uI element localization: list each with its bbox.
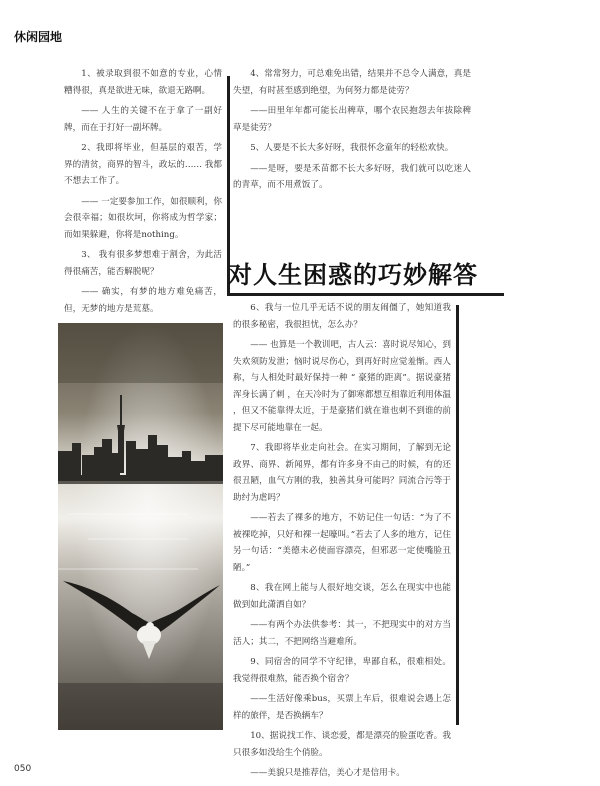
page-number: 050 <box>14 764 32 774</box>
title-underline <box>228 293 504 296</box>
paragraph: —— 一定要参加工作，如很顺利，你会很幸福；如很坎坷，你将成为哲学家；而如果躲避，你将是nothing。 <box>64 196 222 240</box>
paragraph: —— 确实，有梦的地方难免痛苦，但，无梦的地方是荒墓。 <box>64 287 222 314</box>
paragraph: ——生活好像乘bus，买票上车后，很难说会遇上怎样的旅伴，是否换辆车？ <box>233 694 451 721</box>
paragraph: ——有两个办法供参考：其一，不把现实中的对方当活人；其二，不把网络当避难所。 <box>233 620 451 647</box>
paragraph: ——田里年年都可能长出稗草，哪个农民抱怨去年拔除稗草是徒劳？ <box>233 106 471 133</box>
paragraph: 7、我即将毕业走向社会。在实习期间，了解到无论政界、商界、新闻界，都有许多身不由己的时候，有的还很丑陋，血气方刚的我，独善其身可能吗？同流合污等于助纣为虐吗？ <box>233 443 451 503</box>
paragraph: 10、据说找工作、谈恋爱，都是漂亮的脸蛋吃香。我只很多如没给生个俏脸。 <box>233 731 451 758</box>
article-column-3 <box>233 300 451 786</box>
paragraph: 1、被录取到很不如意的专业，心情糟得很，真是欲进无味，欲退无路啊。 <box>64 69 222 96</box>
paragraph: 4、常常努力，可总难免出错，结果并不总令人满意，真是失望，有时甚至感到绝望，为何努力都是徒劳？ <box>233 69 471 96</box>
column-rule <box>456 305 459 725</box>
paragraph: 8、我在网上能与人很好地交谈，怎么在现实中也能做到如此潇洒自如？ <box>233 583 451 610</box>
paragraph: ——若去了裸多的地方，不妨记住一句话：“为了不被裸吃掉，只好和裸一起嚎叫。”若去了人多的地方，记住另一句话：“美德未必使面容漂亮，但邪恶一定使嘴脸丑陋。” <box>233 513 451 573</box>
paragraph: 3、 我有很多梦想难于割舍，为此活得很痛苦，能否解脱呢？ <box>64 250 222 277</box>
article-column-1 <box>64 66 222 321</box>
paragraph: —— 也算是一个教训吧，古人云：喜时说尽知心，到失欢须防发泄；恼时说尽伤心，到再好时应觉羞惭。西人称，与人相处时最好保持一种 “ 豪猪的距离”。据说豪猪浑身长满了刺 ，在天冷时为了御寒都想互相靠近利用体温 ，但又不能靠得太近，于是豪猪们就在谁也刺不到谁的前提下尽可能地靠在一起。 <box>233 340 451 433</box>
paragraph: 9、同宿舍的同学不守纪律，卑鄙自私，很难相处。我觉得很难熬，能否换个宿舍？ <box>233 657 451 684</box>
article-title: 对人生困惑的巧妙解答 <box>228 261 478 289</box>
paragraph: —— 人生的关键不在于拿了一副好牌，而在于打好一副坏牌。 <box>64 106 222 133</box>
seagull-photo <box>58 323 223 730</box>
paragraph: 2、我即将毕业，但基层的艰苦，学界的清贫，商界的智斗，政坛的…… 我都不想去工作了。 <box>64 143 222 186</box>
section-label: 休闲园地 <box>14 30 63 44</box>
article-column-2 <box>233 66 471 198</box>
paragraph: ——是呀，要是禾苗都不长大多好呀，我们就可以吃迷人的青草，而不用煮饭了。 <box>233 163 471 190</box>
paragraph: 5、人要是不长大多好呀，我很怀念童年的轻松欢快。 <box>250 143 454 153</box>
paragraph: ——美貌只是推荐信，美心才是信用卡。 <box>250 768 405 778</box>
paragraph: 6、我与一位几乎无话不说的朋友闹僵了，她知道我的很多秘密，我很担忧，怎么办？ <box>233 303 451 330</box>
